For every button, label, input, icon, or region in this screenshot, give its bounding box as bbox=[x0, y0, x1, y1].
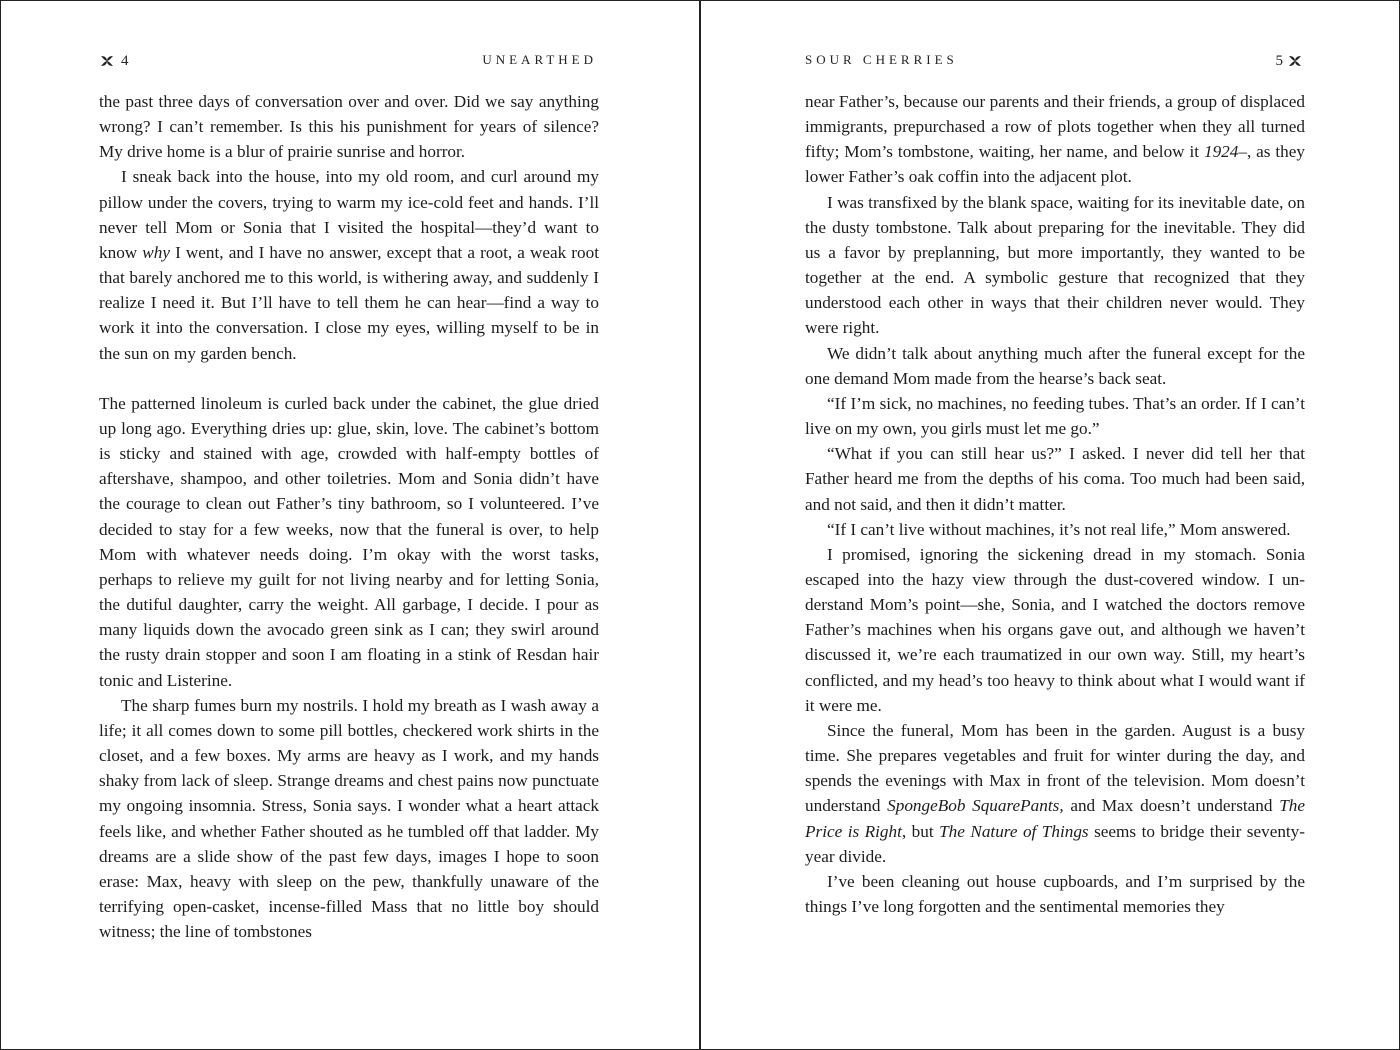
running-head-title: UNEARTHED bbox=[482, 52, 597, 67]
left-page-body bbox=[99, 89, 599, 944]
paragraph: “If I’m sick, no machines, no feeding tubes. That’s an order. If I can’t live on my own, you girls must let me go.” bbox=[805, 393, 1305, 439]
paragraph: the past three days of conversation over and over. Did we say anything wrong? I can’t remember. Is this his punishment for years of silence? My drive home is a blur of prairie sunrise and horror. bbox=[99, 92, 599, 162]
emphasis-text: The Price is Right bbox=[805, 796, 1305, 841]
emphasis-text: SpongeBob SquarePants, bbox=[887, 796, 1064, 816]
fleuron-ornament-icon bbox=[1287, 53, 1303, 69]
paragraph: “If I can’t live without machines, it’s not real life,” Mom answered. bbox=[827, 519, 1291, 539]
right-page bbox=[700, 0, 1400, 1050]
paragraph: We didn’t talk about anything much after the funeral except for the one demand Mom made from the hearse’s back seat. bbox=[805, 343, 1305, 388]
fleuron-ornament-icon bbox=[99, 53, 115, 69]
left-running-header bbox=[99, 51, 597, 71]
paragraph: The patterned linoleum is curled back under the cabinet, the glue dried up long ago. Everything dries up: glue, skin, love. The cabinet’s bottom is sticky and stained with age, crowded with half-empty bottles of aftershave, shampoo, and other toiletries. Mom and Sonia didn’t have the courage to clean out Father’s tiny bathroom, so I volunteered. I’ve decided to stay for a few weeks, now that the funeral is over, to help Mom with whatever needs doing. I’m okay with the worst tasks, perhaps to relieve my guilt for not living nearby and for letting Sonia, the dutiful daughter, carry the weight. All garbage, I decide. I pour as many liquids down the avocado green sink as I can; they swirl around the rusty drain stopper and soon I am floating in a stink of Resdan hair tonic and Listerine. bbox=[99, 393, 599, 690]
right-running-header bbox=[805, 51, 1303, 71]
paragraph: I’ve been cleaning out house cupboards, and I’m surprised by the things I’ve long forgotten and the sentimental memories they bbox=[805, 871, 1305, 916]
emphasis-text: why bbox=[142, 242, 170, 262]
paragraph: “What if you can still hear us?” I asked. I never did tell her that Father heard me from the depths of his coma. Too much had been said, and not said, and then it didn’t matter. bbox=[805, 444, 1305, 514]
right-page-body bbox=[805, 89, 1305, 919]
paragraph: near Father’s, because our parents and their friends, a group of displaced immigrants, prepurchased a row of plots together when they all turned fifty; Mom’s tombstone, waiting, her name, and below it 1924–, as they lower Father’s oak coffin into the adjacent plot. bbox=[805, 92, 1305, 187]
running-head-title: SOUR CHERRIES bbox=[805, 52, 958, 67]
paragraph: I was transfixed by the blank space, waiting for its inevitable date, on the dusty tombstone. Talk about preparing for the inevitable. They did us a favor by preplanning, but more importantly, they wanted to be together at the end. A symbolic gesture that recognized that they understood each other in ways that their children never would. They were right. bbox=[805, 192, 1305, 338]
paragraph: Since the funeral, Mom has been in the garden. August is a busy time. She prepares vegetables and fruit for winter during the day, and spends the evenings with Max in front of the television. Mom doesn’t understand SpongeBob SquarePants, and Max doesn’t understand The Price is Right, but The Nature of Things seems to bridge their seventy-year divide. bbox=[805, 720, 1306, 866]
emphasis-text: The Nature of Things bbox=[939, 821, 1089, 841]
paragraph: I sneak back into the house, into my old room, and curl around my pillow under the covers, trying to warm my ice-cold feet and hands. I’ll never tell Mom or Sonia that I visited the hospital—they’d want to know why I went, and I have no answer, except that a root, a weak root that barely anchored me to this world, is withering away, and suddenly I realize I need it. But I’ll have to tell them he can hear—find a way to work it into the conversation. I close my eyes, willing myself to be in the sun on my garden bench. bbox=[99, 167, 599, 363]
emphasis-text: 1924– bbox=[1203, 142, 1247, 162]
paragraph: The sharp fumes burn my nostrils. I hold my breath as I wash away a life; it all comes down to some pill bottles, checkered work shirts in the closet, and a few boxes. My arms are heavy as I work, and my hands shaky from lack of sleep. Strange dreams and chest pains now punctuate my ongoing insomnia. Stress, Sonia says. I wonder what a heart attack feels like, and whether Father shouted as he tumbled off that ladder. My dreams are a slide show of the past few days, images I hope to soon erase: Max, heavy with sleep on the pew, thankfully unaware of the terrifying open-casket, incense-filled Mass that no little boy should witness; the line of tombstones bbox=[99, 695, 599, 942]
paragraph: I promised, ignoring the sickening dread in my stomach. Sonia escaped into the hazy view through the dust-covered window. I understand Mom’s point—she, Sonia, and I watched the doctors remove Father’s machines when his organs gave out, and although we haven’t discussed it, we’re each traumatized in our own way. Still, my heart’s conflicted, and my head’s too heavy to think about what I would want if it were me. bbox=[805, 544, 1305, 715]
page-number: 4 bbox=[121, 53, 129, 69]
page-number: 5 bbox=[1275, 53, 1283, 69]
